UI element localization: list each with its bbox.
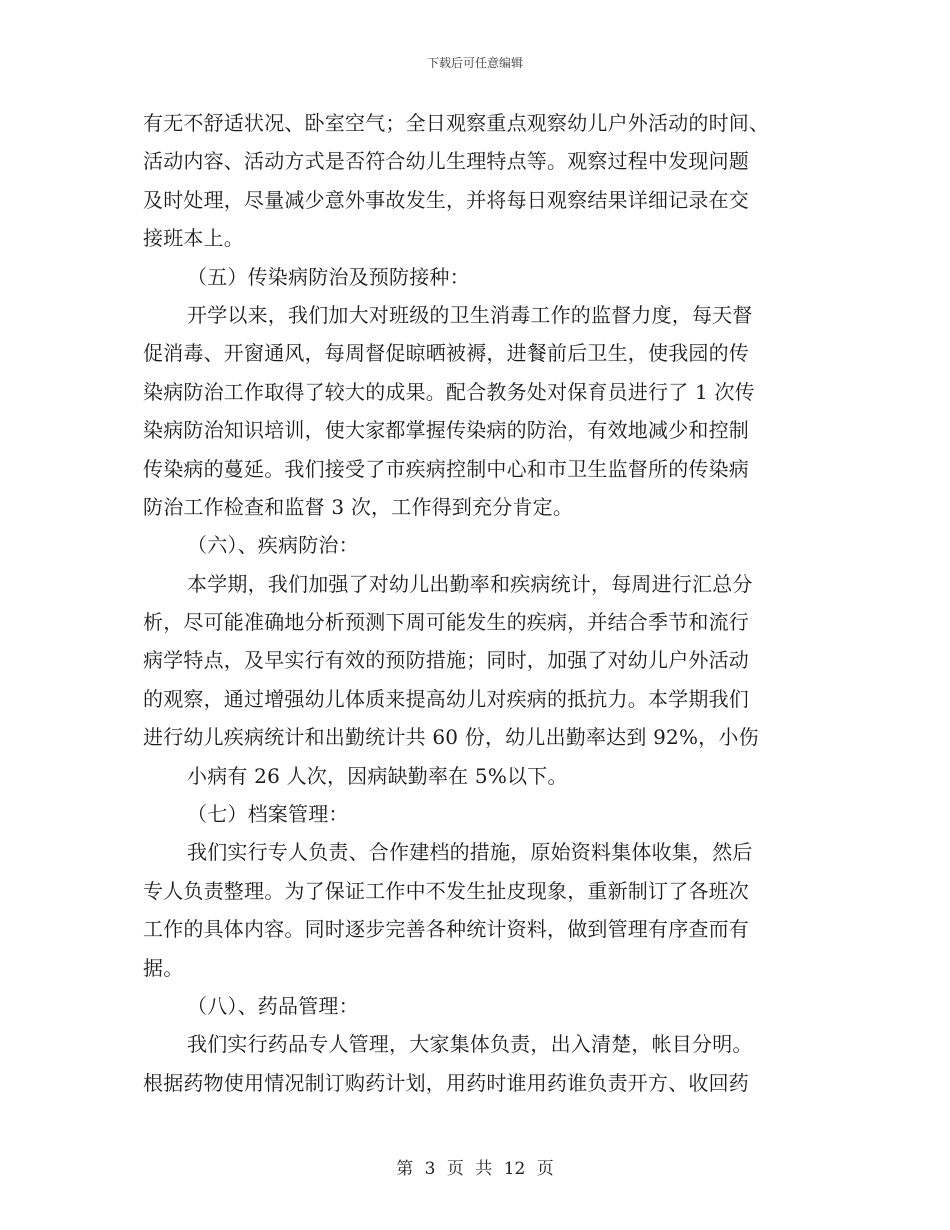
text-line: 有无不舒适状况、卧室空气；全日观察重点观察幼儿户外活动的时间、	[143, 111, 770, 135]
text-line: 传染病的蔓延。我们接受了市疾病控制中心和市卫生监督所的传染病	[143, 456, 749, 481]
text-line: 析，尽可能准确地分析预测下周可能发生的疾病，并结合季节和流行	[143, 610, 749, 635]
document-body	[143, 104, 803, 1102]
text-line: （七）档案管理：	[187, 802, 349, 827]
text-line: 本学期，我们加强了对幼儿出勤率和疾病统计，每周进行汇总分	[187, 571, 753, 596]
page-header: 下载后可任意编辑	[426, 56, 523, 70]
text-line: 活动内容、活动方式是否符合幼儿生理特点等。观察过程中发现问题	[143, 149, 749, 174]
text-line: 据。	[143, 955, 184, 980]
text-line: 开学以来，我们加大对班级的卫生消毒工作的监督力度，每天督	[187, 302, 753, 327]
text-line: 工作的具体内容。同时逐步完善各种统计资料，做到管理有序查而有	[143, 917, 749, 942]
text-line: 我们实行药品专人管理，大家集体负责，出入清楚，帐目分明。	[187, 1032, 753, 1057]
text-line: 接班本上。	[143, 226, 244, 251]
text-line: 进行幼儿疾病统计和出勤统计共 60 份，幼儿出勤率达到 92%，小伤	[143, 725, 759, 750]
text-line: 染病防治知识培训，使大家都掌握传染病的防治，有效地减少和控制	[143, 418, 749, 443]
text-line: 防治工作检查和监督 3 次，工作得到充分肯定。	[143, 494, 574, 519]
text-line: 小病有 26 人次，因病缺勤率在 5%以下。	[187, 763, 568, 788]
page-number-footer: 第 3 页 共 12 页	[396, 1159, 554, 1179]
text-line: 根据药物使用情况制订购药计划，用药时谁用药谁负责开方、收回药	[143, 1070, 749, 1095]
text-line: 染病防治工作取得了较大的成果。配合教务处对保育员进行了 1 次传	[143, 379, 755, 404]
text-line: （八）、药品管理：	[187, 993, 359, 1018]
text-line: 专人负责整理。为了保证工作中不发生扯皮现象，重新制订了各班次	[143, 878, 749, 903]
text-line: （六）、疾病防治：	[187, 533, 359, 558]
text-line: 我们实行专人负责、合作建档的措施，原始资料集体收集，然后	[187, 840, 753, 865]
text-line: 促消毒、开窗通风，每周督促晾晒被褥，进餐前后卫生，使我园的传	[143, 341, 749, 366]
text-line: （五）传染病防治及预防接种：	[187, 264, 470, 289]
text-line: 病学特点，及早实行有效的预防措施；同时，加强了对幼儿户外活动	[143, 648, 749, 673]
text-line: 的观察，通过增强幼儿体质来提高幼儿对疾病的抵抗力。本学期我们	[143, 686, 749, 711]
text-line: 及时处理，尽量减少意外事故发生，并将每日观察结果详细记录在交	[143, 187, 749, 212]
